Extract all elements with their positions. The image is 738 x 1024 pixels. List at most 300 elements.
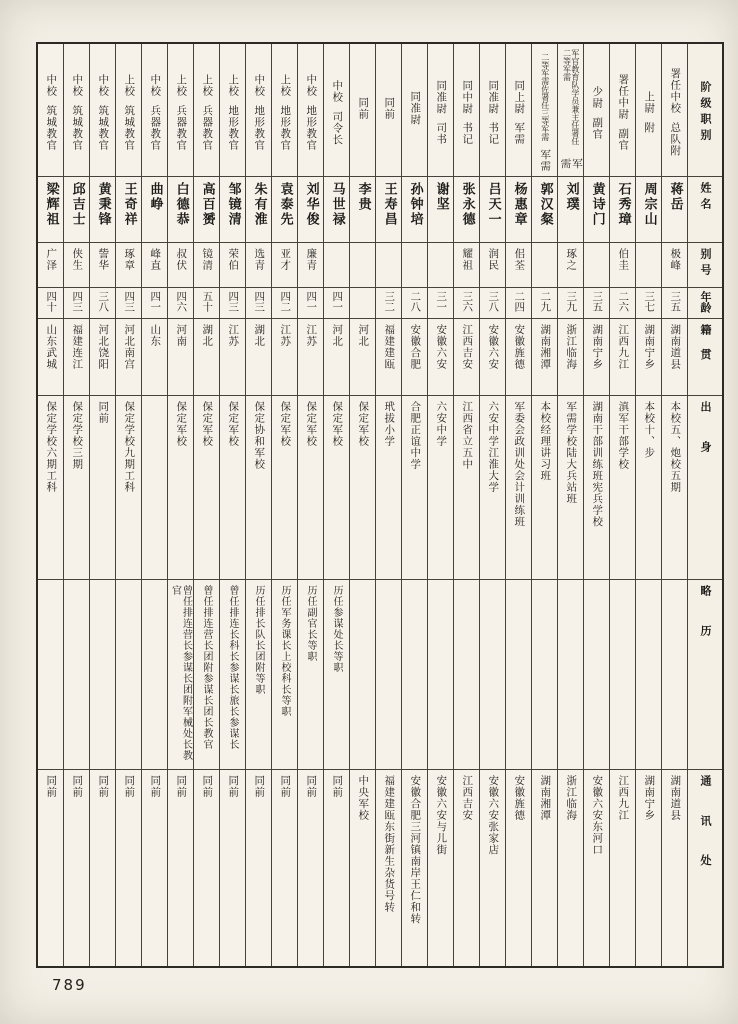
cell-contact-address-text: 同前 xyxy=(97,775,110,798)
cell-contact-address-text: 同前 xyxy=(45,775,58,798)
cell-age xyxy=(298,288,323,319)
cell-origin xyxy=(246,396,271,580)
cell-native-place xyxy=(194,319,219,396)
rank-text: 同准尉 xyxy=(409,91,422,126)
cell-alias xyxy=(662,243,687,288)
cell-contact-address xyxy=(298,770,323,966)
cell-age-text: 四三 xyxy=(71,291,84,312)
cell-origin xyxy=(532,396,557,580)
cell-name xyxy=(194,177,219,243)
cell-contact-address xyxy=(116,770,141,966)
cell-contact-address-text: 安徽六安张家店 xyxy=(487,775,500,856)
cell-career-history xyxy=(90,580,115,770)
cell-contact-address xyxy=(402,770,427,966)
cell-alias xyxy=(610,243,635,288)
cell-age-text: 三八 xyxy=(97,291,110,312)
cell-alias xyxy=(142,243,167,288)
cell-age xyxy=(38,288,63,319)
rank-text: 同前 xyxy=(357,97,370,120)
cell-native-place xyxy=(662,319,687,396)
position-text: 军需 xyxy=(559,157,583,170)
cell-alias-text: 琢章 xyxy=(123,248,136,271)
cell-career-history xyxy=(194,580,219,770)
cell-age xyxy=(610,288,635,319)
cell-career-history xyxy=(38,580,63,770)
cell-career-history-text: 历任副官长等职 xyxy=(305,585,316,662)
cell-alias-text: 侠生 xyxy=(71,248,84,271)
cell-age-text: 四一 xyxy=(305,291,318,312)
cell-alias-text: 峰直 xyxy=(149,248,162,271)
cell-origin-text: 六安中学江淮大学 xyxy=(487,401,500,493)
cell-age-text: 二六 xyxy=(617,291,630,312)
rank-text: 署任中校 xyxy=(669,68,682,115)
position-text: 兵器教官 xyxy=(201,105,214,151)
cell-rank-position xyxy=(168,44,193,177)
cell-name-text: 李贵 xyxy=(355,182,371,212)
person-column xyxy=(610,44,636,966)
cell-native-place-text: 浙江临海 xyxy=(565,324,578,370)
cell-contact-address xyxy=(168,770,193,966)
cell-native-place-text: 江苏 xyxy=(227,324,240,347)
cell-native-place xyxy=(558,319,583,396)
cell-alias xyxy=(246,243,271,288)
rank-text: 同中尉 xyxy=(461,79,474,115)
position-text: 筑城教官 xyxy=(71,105,84,151)
cell-alias-text: 叔伏 xyxy=(175,248,188,271)
cell-origin-text: 玳拔小学 xyxy=(383,401,396,447)
cell-rank-position xyxy=(116,44,141,177)
cell-contact-address xyxy=(376,770,401,966)
cell-name-text: 王寿昌 xyxy=(381,182,397,227)
rank-text: 同准尉 xyxy=(487,79,500,115)
cell-rank-position xyxy=(220,44,245,177)
cell-name xyxy=(610,177,635,243)
rank-text: 中校 xyxy=(253,74,266,97)
cell-origin-text: 滇军干部学校 xyxy=(617,401,630,470)
cell-career-history xyxy=(558,580,583,770)
cell-contact-address-text: 同前 xyxy=(227,775,240,798)
cell-age-text: 三九 xyxy=(565,291,578,312)
row-header-label: 年龄 xyxy=(699,291,713,313)
position-text: 兵器教官 xyxy=(149,105,162,151)
cell-career-history xyxy=(64,580,89,770)
person-column xyxy=(38,44,64,966)
row-header-rank xyxy=(688,44,722,177)
cell-contact-address xyxy=(532,770,557,966)
cell-contact-address-text: 同前 xyxy=(123,775,136,798)
cell-age xyxy=(64,288,89,319)
cell-name-text: 孙钟培 xyxy=(407,182,423,227)
cell-name-text: 邱吉士 xyxy=(69,182,85,227)
rank-text: 中校 xyxy=(149,74,162,97)
cell-native-place xyxy=(116,319,141,396)
cell-rank-position xyxy=(428,44,453,177)
cell-origin-text: 保定学校九期工科 xyxy=(123,401,136,493)
cell-name-text: 黄秉锋 xyxy=(95,182,111,227)
rank-text: 少尉 xyxy=(591,85,604,109)
cell-rank-position xyxy=(142,44,167,177)
cell-alias-text: 选青 xyxy=(253,248,266,271)
cell-contact-address-text: 江西吉安 xyxy=(461,775,474,821)
cell-alias-text: 佀荃 xyxy=(513,248,526,271)
person-column xyxy=(90,44,116,966)
cell-native-place xyxy=(350,319,375,396)
cell-alias xyxy=(298,243,323,288)
cell-alias-text: 荣伯 xyxy=(227,248,240,271)
cell-career-history xyxy=(116,580,141,770)
cell-name xyxy=(38,177,63,243)
cell-contact-address xyxy=(610,770,635,966)
cell-contact-address xyxy=(142,770,167,966)
cell-contact-address xyxy=(38,770,63,966)
cell-contact-address xyxy=(454,770,479,966)
cell-rank-position xyxy=(246,44,271,177)
position-text: 筑城教官 xyxy=(45,105,58,151)
rank-text: 中校 xyxy=(305,74,318,97)
cell-age-text: 四一 xyxy=(331,291,344,312)
cell-rank-position xyxy=(454,44,479,177)
cell-native-place-text: 福建建瓯 xyxy=(383,324,396,370)
rank-text: 署任中尉 xyxy=(617,74,630,120)
cell-contact-address-text: 湖南道县 xyxy=(669,775,682,821)
cell-contact-address-text: 安徽六安与儿街 xyxy=(435,775,448,856)
rank-text: 二等军需佐署任三等军需 xyxy=(540,53,550,141)
cell-contact-address xyxy=(558,770,583,966)
person-column xyxy=(246,44,272,966)
cell-contact-address xyxy=(636,770,661,966)
cell-contact-address-text: 湖南湘潭 xyxy=(539,775,552,821)
cell-age xyxy=(402,288,427,319)
cell-origin-text: 军委会政训处会计训练班 xyxy=(513,401,526,528)
position-text: 司书 xyxy=(435,122,448,146)
cell-alias-text: 伯圭 xyxy=(617,248,630,271)
cell-contact-address xyxy=(246,770,271,966)
row-header-history xyxy=(688,580,722,770)
position-text: 军需 xyxy=(539,149,552,172)
cell-contact-address xyxy=(272,770,297,966)
cell-age-text: 二四 xyxy=(513,291,526,312)
cell-origin-text: 六安中学 xyxy=(435,401,448,447)
cell-name-text: 郭汉粲 xyxy=(537,182,553,227)
cell-alias-text: 廉青 xyxy=(305,248,318,271)
rank-text: 军官教育队学员兼主任署任二等军需 xyxy=(562,49,580,145)
cell-age-text: 二八 xyxy=(409,291,422,312)
cell-career-history xyxy=(610,580,635,770)
cell-native-place-text: 河南 xyxy=(175,324,188,347)
cell-rank-position xyxy=(38,44,63,177)
cell-origin-text: 保定协和军校 xyxy=(253,401,266,470)
cell-age xyxy=(194,288,219,319)
cell-origin xyxy=(38,396,63,580)
cell-name-text: 张永德 xyxy=(459,182,475,227)
cell-alias xyxy=(454,243,479,288)
person-column xyxy=(402,44,428,966)
cell-name-text: 梁辉祖 xyxy=(43,182,59,227)
cell-name-text: 曲峥 xyxy=(147,182,163,212)
cell-name xyxy=(324,177,349,243)
cell-origin-text: 保定军校 xyxy=(305,401,318,447)
person-column xyxy=(558,44,584,966)
cell-alias xyxy=(194,243,219,288)
roster-table xyxy=(36,42,724,968)
cell-alias xyxy=(350,243,375,288)
cell-native-place xyxy=(220,319,245,396)
cell-origin xyxy=(558,396,583,580)
cell-native-place-text: 湖北 xyxy=(253,324,266,347)
cell-age xyxy=(558,288,583,319)
person-column xyxy=(376,44,402,966)
cell-native-place-text: 江西吉安 xyxy=(461,324,474,370)
cell-name xyxy=(90,177,115,243)
cell-career-history xyxy=(532,580,557,770)
cell-origin-text: 本校经理讲习班 xyxy=(539,401,552,482)
cell-contact-address xyxy=(64,770,89,966)
person-column xyxy=(584,44,610,966)
cell-alias xyxy=(220,243,245,288)
cell-alias xyxy=(64,243,89,288)
cell-career-history xyxy=(428,580,453,770)
cell-native-place-text: 安徽合肥 xyxy=(409,324,422,370)
cell-age-text: 三五 xyxy=(669,291,682,312)
cell-alias xyxy=(38,243,63,288)
cell-age-text: 四三 xyxy=(227,291,240,312)
cell-age xyxy=(454,288,479,319)
cell-age-text: 四二 xyxy=(279,291,292,312)
cell-career-history xyxy=(168,580,193,770)
cell-origin-text: 本校五、炮校五期 xyxy=(669,401,682,493)
cell-contact-address-text: 安徽合肥三河镇南岸王仁和转 xyxy=(409,775,422,925)
cell-career-history xyxy=(480,580,505,770)
cell-name xyxy=(480,177,505,243)
cell-career-history xyxy=(376,580,401,770)
cell-name-text: 袁泰先 xyxy=(277,182,293,227)
cell-origin-text: 保定军校 xyxy=(331,401,344,447)
cell-contact-address xyxy=(662,770,687,966)
cell-origin xyxy=(584,396,609,580)
cell-name xyxy=(116,177,141,243)
position-text: 筑城教官 xyxy=(123,105,136,151)
cell-native-place xyxy=(532,319,557,396)
cell-age-text: 三六 xyxy=(461,291,474,312)
person-column xyxy=(480,44,506,966)
person-column xyxy=(220,44,246,966)
cell-origin-text: 保定军校 xyxy=(279,401,292,447)
cell-native-place xyxy=(480,319,505,396)
person-column xyxy=(272,44,298,966)
cell-alias xyxy=(376,243,401,288)
cell-origin xyxy=(428,396,453,580)
cell-alias xyxy=(558,243,583,288)
cell-rank-position xyxy=(610,44,635,177)
cell-alias-text: 润民 xyxy=(487,248,500,271)
position-text: 地形教官 xyxy=(227,105,240,151)
cell-origin xyxy=(402,396,427,580)
cell-contact-address-text: 同前 xyxy=(175,775,188,798)
cell-contact-address xyxy=(428,770,453,966)
row-header-label: 略历 xyxy=(699,585,713,665)
cell-contact-address xyxy=(506,770,531,966)
cell-contact-address xyxy=(220,770,245,966)
cell-contact-address xyxy=(324,770,349,966)
cell-contact-address-text: 同前 xyxy=(279,775,292,798)
cell-contact-address-text: 同前 xyxy=(305,775,318,798)
cell-origin-text: 保定军校 xyxy=(357,401,370,447)
cell-career-history xyxy=(402,580,427,770)
position-text: 筑城教官 xyxy=(97,105,110,151)
cell-origin-text: 保定军校 xyxy=(175,401,188,447)
cell-origin-text: 军需学校陆大兵站班 xyxy=(565,401,578,505)
cell-native-place-text: 湖南道县 xyxy=(669,324,682,370)
cell-native-place xyxy=(38,319,63,396)
cell-age xyxy=(350,288,375,319)
cell-age-text: 四一 xyxy=(149,291,162,312)
cell-rank-position xyxy=(350,44,375,177)
row-header-label: 出身 xyxy=(699,401,713,481)
cell-age-text: 五十 xyxy=(201,291,214,312)
cell-native-place xyxy=(324,319,349,396)
cell-origin-text: 保定军校 xyxy=(227,401,240,447)
row-header-alias xyxy=(688,243,722,288)
cell-career-history xyxy=(454,580,479,770)
cell-native-place-text: 湖南宁乡 xyxy=(591,324,604,370)
cell-age xyxy=(324,288,349,319)
cell-career-history-text: 历任排长队长团附等职 xyxy=(253,585,264,695)
cell-origin xyxy=(610,396,635,580)
cell-native-place xyxy=(610,319,635,396)
cell-name xyxy=(272,177,297,243)
cell-name-text: 蒋岳 xyxy=(667,182,683,212)
cell-contact-address xyxy=(480,770,505,966)
cell-origin xyxy=(506,396,531,580)
cell-name xyxy=(298,177,323,243)
row-header-origin xyxy=(688,396,722,580)
cell-native-place-text: 湖南湘潭 xyxy=(539,324,552,370)
cell-origin xyxy=(220,396,245,580)
cell-alias xyxy=(116,243,141,288)
row-header-label: 姓名 xyxy=(699,182,713,214)
row-header-name xyxy=(688,177,722,243)
cell-career-history xyxy=(636,580,661,770)
cell-native-place-text: 安徽六安 xyxy=(435,324,448,370)
cell-native-place xyxy=(428,319,453,396)
cell-name xyxy=(636,177,661,243)
cell-origin xyxy=(662,396,687,580)
cell-rank-position xyxy=(272,44,297,177)
cell-origin xyxy=(116,396,141,580)
person-column xyxy=(506,44,532,966)
cell-name-text: 周宗山 xyxy=(641,182,657,227)
cell-career-history xyxy=(298,580,323,770)
cell-name-text: 石秀璋 xyxy=(615,182,631,227)
cell-age xyxy=(584,288,609,319)
rank-text: 上尉 xyxy=(643,91,656,115)
row-header-label: 通讯处 xyxy=(699,775,713,894)
cell-rank-position xyxy=(324,44,349,177)
cell-alias xyxy=(168,243,193,288)
cell-rank-position xyxy=(506,44,531,177)
cell-age xyxy=(142,288,167,319)
cell-origin xyxy=(194,396,219,580)
row-header-label: 别号 xyxy=(699,248,713,280)
row-header-contact xyxy=(688,770,722,966)
cell-age-text: 三一 xyxy=(435,291,448,312)
cell-age xyxy=(90,288,115,319)
position-text: 地形教官 xyxy=(253,105,266,151)
rank-text: 中校 xyxy=(97,74,110,97)
cell-rank-position xyxy=(64,44,89,177)
cell-age xyxy=(480,288,505,319)
cell-name-text: 邹镜清 xyxy=(225,182,241,227)
cell-native-place xyxy=(636,319,661,396)
cell-age xyxy=(506,288,531,319)
cell-age-text: 四十 xyxy=(45,291,58,312)
cell-age-text: 四六 xyxy=(175,291,188,312)
cell-rank-position xyxy=(584,44,609,177)
person-column xyxy=(298,44,324,966)
cell-alias-text: 訾华 xyxy=(97,248,110,271)
person-column xyxy=(428,44,454,966)
cell-contact-address-text: 江西九江 xyxy=(617,775,630,821)
cell-contact-address-text: 同前 xyxy=(71,775,84,798)
cell-native-place xyxy=(298,319,323,396)
cell-rank-position xyxy=(90,44,115,177)
cell-alias-text: 亚才 xyxy=(279,248,292,271)
cell-alias-text: 广泽 xyxy=(45,248,58,271)
cell-name-text: 白德恭 xyxy=(173,182,189,227)
cell-alias xyxy=(90,243,115,288)
rank-text: 上校 xyxy=(201,74,214,97)
page-number: 789 xyxy=(52,976,87,994)
cell-origin xyxy=(376,396,401,580)
cell-alias xyxy=(506,243,531,288)
cell-origin-text: 同前 xyxy=(97,401,110,424)
cell-name-text: 王奇祥 xyxy=(121,182,137,227)
rank-text: 中校 xyxy=(45,74,58,97)
cell-origin xyxy=(90,396,115,580)
cell-origin-text: 合肥正谊中学 xyxy=(409,401,422,470)
cell-rank-position xyxy=(480,44,505,177)
rank-text: 同准尉 xyxy=(435,79,448,115)
person-column xyxy=(324,44,350,966)
cell-career-history-text: 曾任排连营长参谋长团附军械处长教官 xyxy=(169,585,192,761)
cell-age xyxy=(376,288,401,319)
row-header-column xyxy=(688,44,722,966)
cell-rank-position xyxy=(194,44,219,177)
cell-native-place xyxy=(272,319,297,396)
person-column xyxy=(532,44,558,966)
person-column xyxy=(662,44,688,966)
cell-career-history xyxy=(506,580,531,770)
position-text: 总队附 xyxy=(669,122,682,157)
person-column xyxy=(116,44,142,966)
cell-name xyxy=(168,177,193,243)
cell-origin xyxy=(350,396,375,580)
cell-native-place-text: 福建连江 xyxy=(71,324,84,370)
position-text: 书记 xyxy=(487,122,500,146)
cell-name xyxy=(402,177,427,243)
cell-origin-text: 保定学校三期 xyxy=(71,401,84,470)
cell-alias xyxy=(532,243,557,288)
cell-career-history xyxy=(246,580,271,770)
cell-contact-address xyxy=(350,770,375,966)
cell-native-place xyxy=(64,319,89,396)
cell-contact-address xyxy=(90,770,115,966)
cell-native-place xyxy=(402,319,427,396)
cell-origin-text: 江西省立五中 xyxy=(461,401,474,470)
cell-rank-position xyxy=(558,44,583,177)
cell-name-text: 刘华俊 xyxy=(303,182,319,227)
cell-native-place xyxy=(90,319,115,396)
